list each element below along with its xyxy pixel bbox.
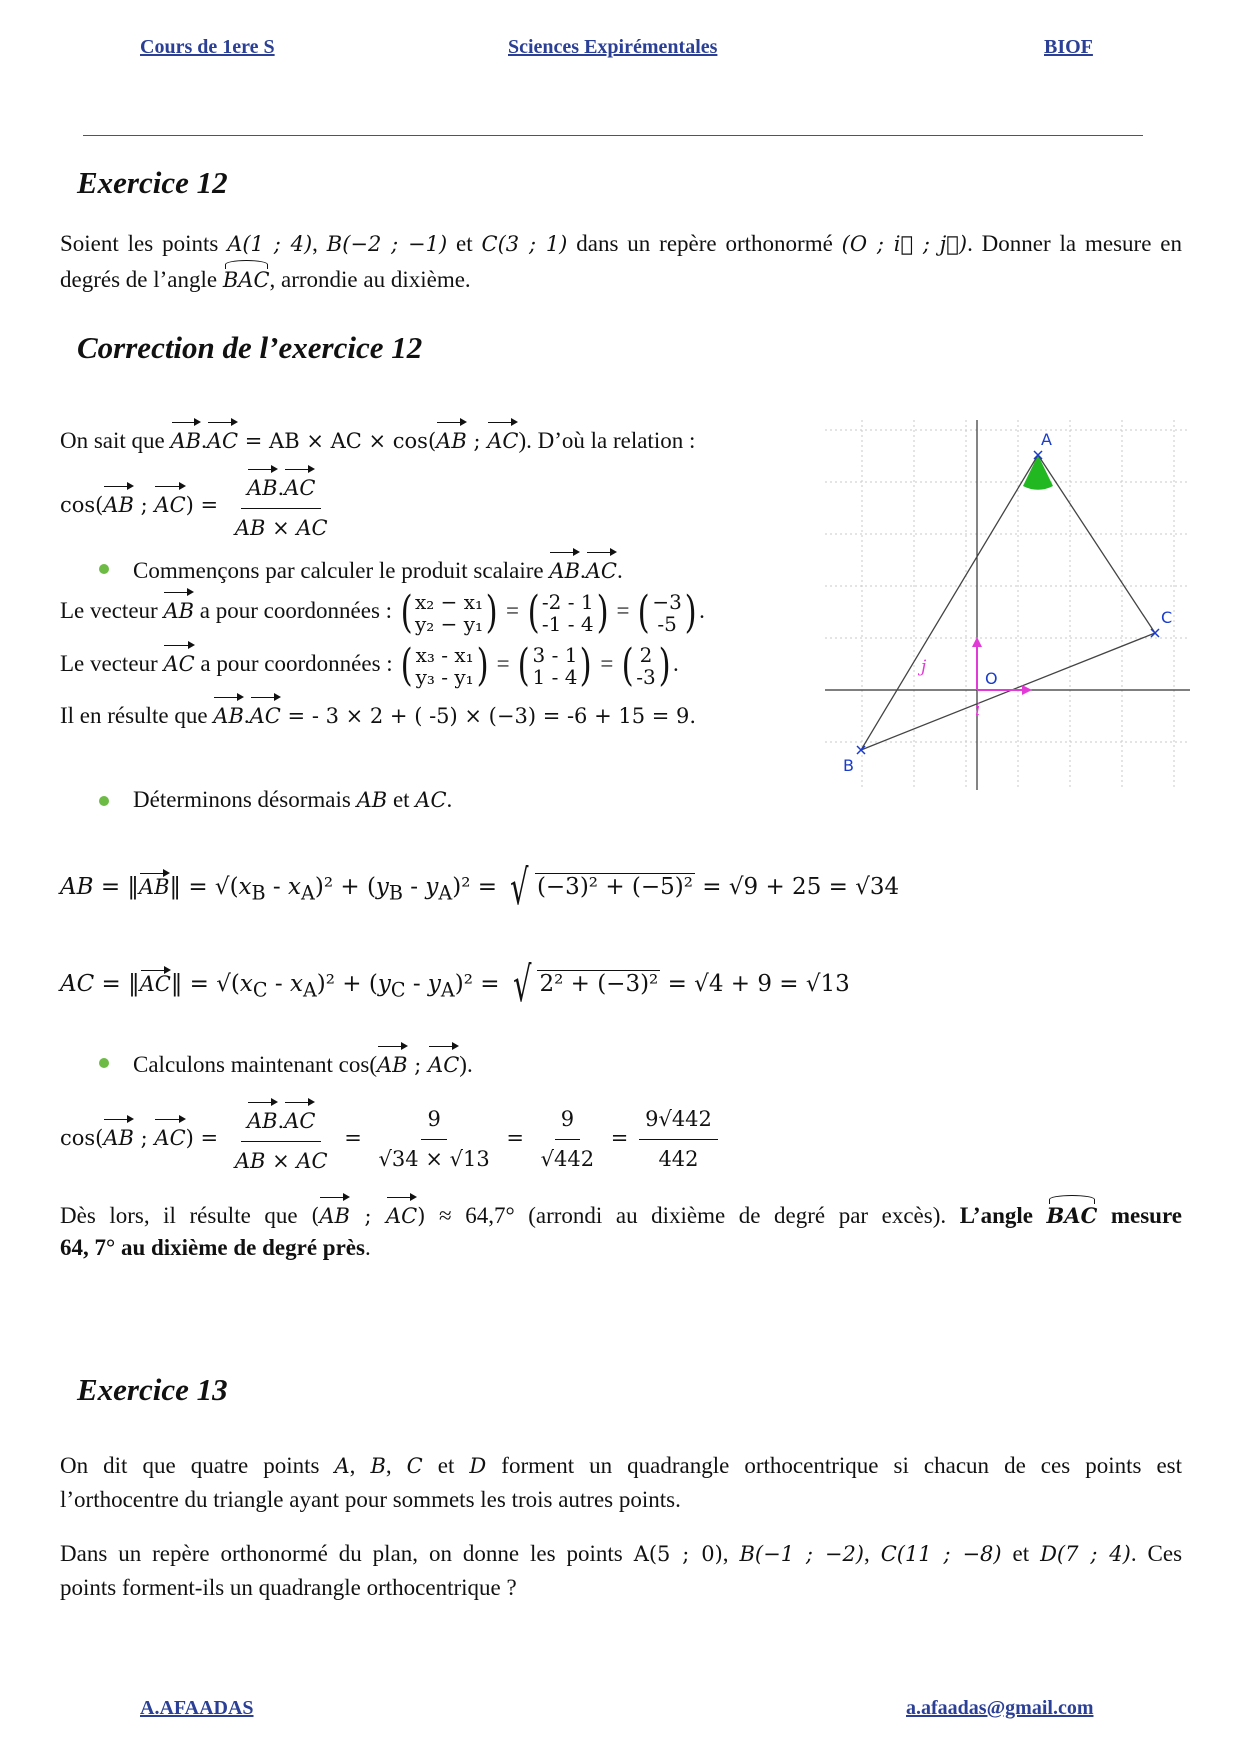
exercise-13-line-4: points forment-ils un quadrangle orthocentrique ? [60,1575,517,1600]
header-track[interactable]: BIOF [1044,36,1093,58]
exercise-12-line-1: Soient les points A(1 ; 4), B(−2 ; −1) et C(3 ; 1) dans un repère orthonormé (O ; i⃗ ; j⃗). Donner la mesure en [60,231,1183,256]
label-o: O [985,669,998,688]
bullet-3: Calculons maintenant cos(AB ; AC). [133,1044,733,1083]
footer-author[interactable]: A.AFAADAS [140,1697,254,1719]
exercise-13-line-3: Dans un repère orthonormé du plan, on donne les points A(5 ; 0), B(−1 ; −2), C(11 ; −8) et D(7 ; 4). Ces [60,1541,1183,1566]
exercise-13-title: Exercice 13 [77,1372,228,1407]
label-i: i [975,700,981,720]
cos-computation: cos(AB ; AC) = $\frac{AB.AC}{AB \times AC}$ = $\frac{9}{√34 \times √13}$ = $\frac{9}{√442}$ = $\frac{9√442}{442}$ [60,1100,760,1179]
conclusion-line-2: 64, 7° au dixième de degré près. [60,1235,371,1260]
header-subject[interactable]: Sciences Expirémentales [508,36,718,58]
correction-12-title: Correction de l’exercice 12 [77,330,423,365]
ac-norm-equation: AC = ‖AC‖ = $√(x_C - x_A)^2 + (y_C - y_A)^2$ = √ 2² + (−3)² = √4 + 9 = √13 [60,957,850,1013]
bullet-1: Commençons par calculer le produit scalaire AB.AC. [133,550,783,589]
label-c: C [1161,608,1173,627]
vector-ab-coords: Le vecteur AB a pour coordonnées : ( x₂ − x₁ y₂ − y₁ ) = ( -2 - 1 -1 - 4 ) = ( −3 -5 ) . [60,586,705,638]
exercise-13-line-2: l’orthocentre du triangle ayant pour sommets les trois autres points. [60,1487,681,1512]
cos-relation: cos(AB ; AC) = $\frac{AB.AC}{AB \times AC}$ [60,467,460,546]
bullet-dot [99,564,109,574]
grid [825,420,1190,790]
point-markers [857,451,1159,754]
bullet-dot [99,1058,109,1068]
conclusion-line-1: Dès lors, il résulte que (AB ; AC) ≈ 64,7° (arrondi au dixième de degré par excès). L’angle BAC mesure [60,1195,1182,1234]
dot-product-result: Il en résulte que AB.AC = - 3 × 2 + ( -5) × (−3) = -6 + 15 = 9. [60,695,780,734]
exercise-12-line-2: degrés de l’angle BAC, arrondie au dixième. [60,262,1182,298]
header-rule [83,135,1143,136]
bullet-2: Déterminons désormais AB et AC. [133,787,453,812]
exercise-12-title: Exercice 12 [77,165,228,200]
vector-ac-coords: Le vecteur AC a pour coordonnées : ( x₃ - x₁ y₃ - y₁ ) = ( 3 - 1 1 - 4 ) = ( 2 -3 ) . [60,639,679,691]
header-course[interactable]: Cours de 1ere S [140,36,275,58]
triangle-abc [861,455,1155,750]
basis-vectors [972,637,1032,695]
correction-line-1: On sait que AB.AC = AB × AC × cos(AB ; AC). D’où la relation : [60,420,760,459]
footer-email[interactable]: a.afaadas@gmail.com [906,1697,1094,1719]
exercise-13-line-1: On dit que quatre points A, B, C et D forment un quadrangle orthocentrique si chacun de ces points est [60,1453,1183,1478]
label-b: B [843,756,854,775]
triangle-figure [825,420,1190,790]
label-j: j [921,657,927,677]
label-a: A [1041,430,1052,449]
ab-norm-equation: AB = ‖AB‖ = $√(x_B - x_A)^2 + (y_B - y_A)^2$ = √ (−3)² + (−5)² = √9 + 25 = √34 [60,860,900,916]
bullet-dot [99,796,109,806]
